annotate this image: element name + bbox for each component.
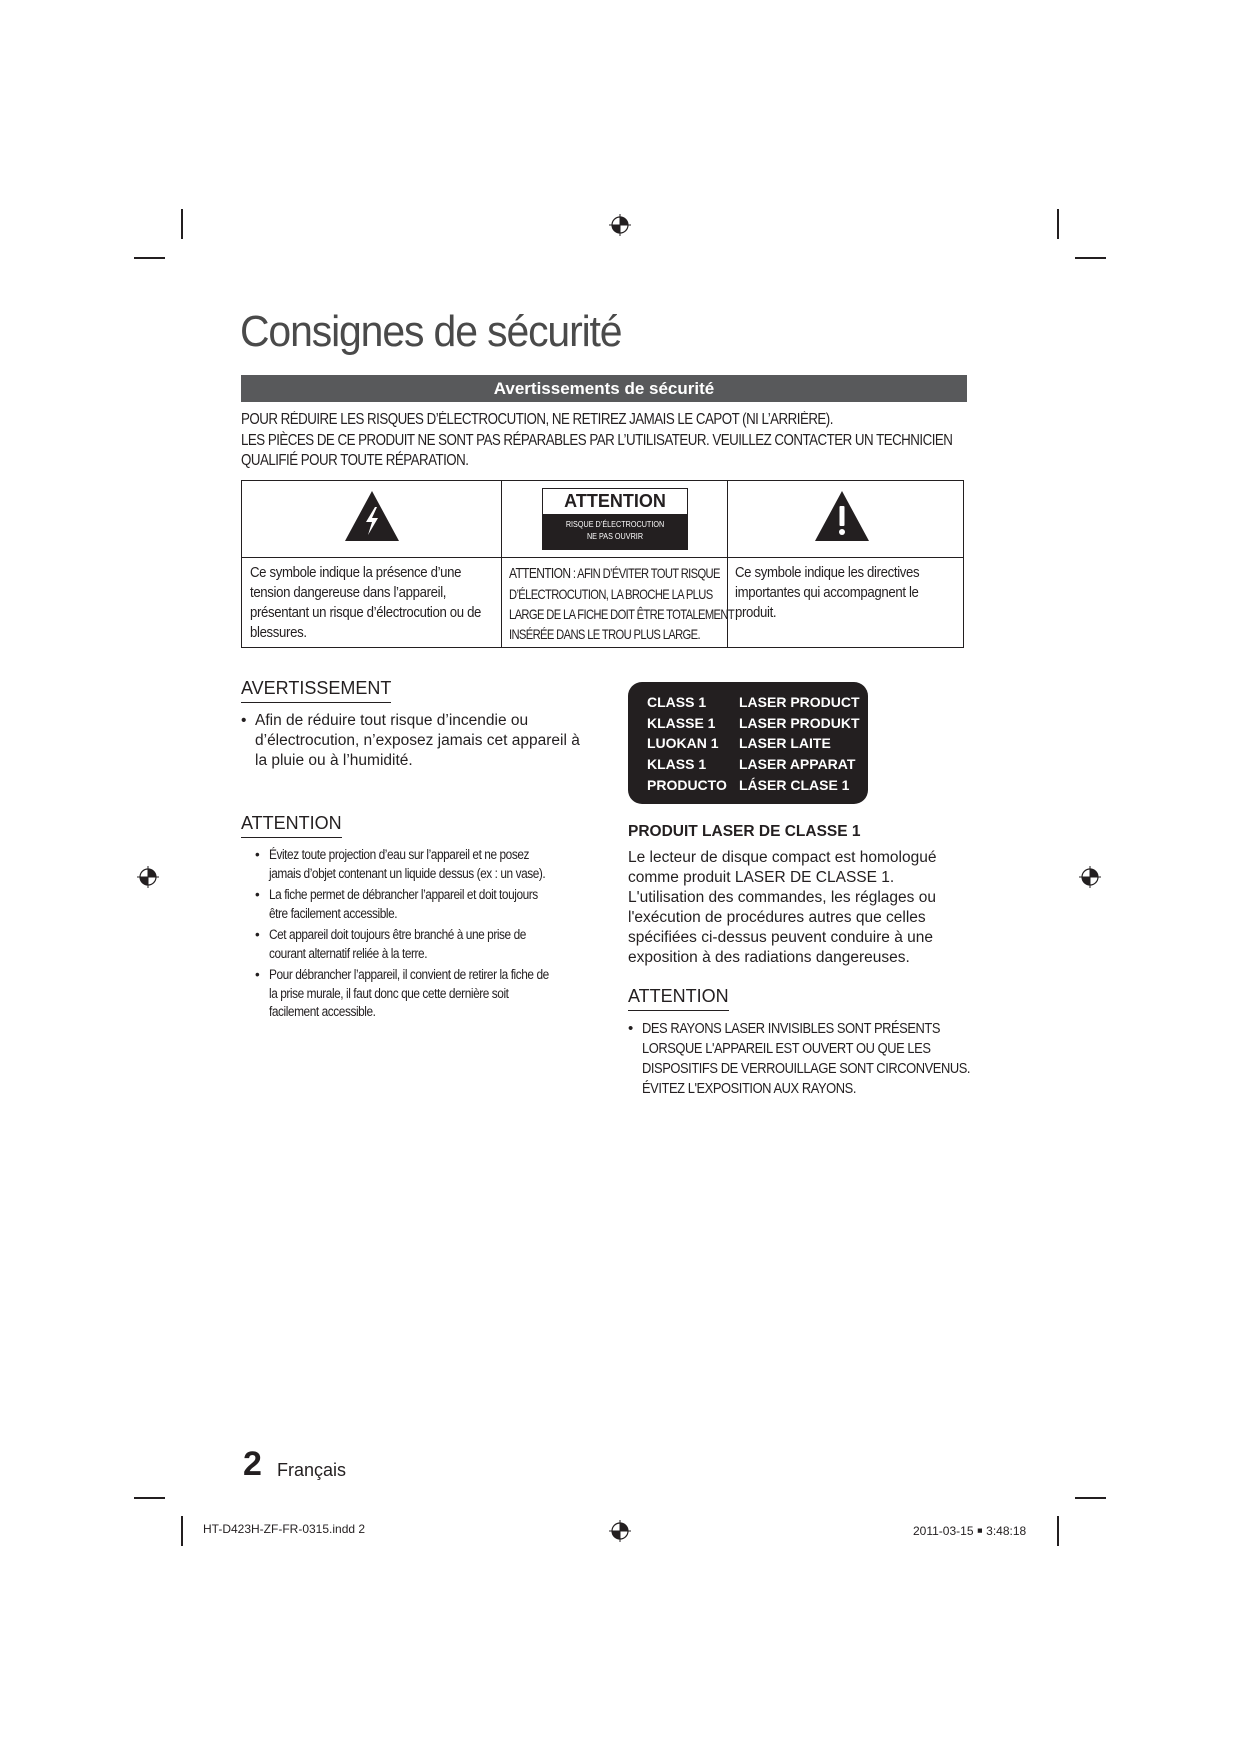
laser-badge-row [647,777,849,793]
exclamation-triangle-icon [814,490,870,542]
bullet-line: la pluie ou à l’humidité. [255,752,413,769]
registration-mark-icon [609,214,631,236]
description-line: LARGE DE LA FICHE DOIT ÊTRE TOTALEMENT [509,606,735,622]
crop-mark [134,1497,165,1499]
body-line: L'utilisation des commandes, les réglages ou [628,889,936,906]
crop-mark [134,257,165,259]
description-line: Ce symbole indique la présence d’une [250,564,462,581]
table-divider [501,481,502,647]
bullet-line: jamais d’objet contenant un liquide dessus (ex : un vase). [269,865,546,881]
bullet-text [269,846,549,883]
description-line: importantes qui accompagnent le [735,584,919,601]
description-line: présentant un risque d’électrocution ou de [250,604,482,621]
laser-product-label: LASER PRODUKT [739,715,860,731]
laser-product-title: PRODUIT LASER DE CLASSE 1 [628,823,861,840]
crop-mark [181,1516,183,1546]
attention-lead-rest: : AFIN D’ÉVITER TOUT RISQUE [570,565,720,581]
bullet-line: DISPOSITIFS DE VERROUILLAGE SONT CIRCONVENUS. [642,1060,971,1077]
symbol-description-exclamation [735,563,919,623]
page-number: 2 [243,1445,262,1483]
bullet-line: la prise murale, il faut donc que cette dernière soit [269,985,509,1001]
avertissement-list [241,711,580,771]
attention-list-left [255,846,587,1025]
body-line: exposition à des radiations dangereuses. [628,949,910,966]
attention-heading-left: ATTENTION [241,813,342,838]
body-line: Le lecteur de disque compact est homologué [628,849,937,866]
laser-badge-row [647,715,860,731]
symbol-description-lightning [250,563,481,643]
table-divider [242,557,963,558]
bullet-line: • Cet appareil doit toujours être branché à une prise de [269,927,526,942]
bullet-line: • Pour débrancher l’appareil, il convient de retirer la fiche de [269,967,549,982]
bullet-line: • DES RAYONS LASER INVISIBLES SONT PRÉSENTS [642,1020,941,1037]
page-language: Français [277,1460,347,1480]
registration-mark-icon [137,866,159,888]
description-line: INSÉRÉE DANS LE TROU PLUS LARGE. [509,626,700,642]
intro-warning [241,410,953,472]
laser-class-badge [628,682,868,804]
laser-product-label: LASER LAITE [739,735,831,751]
print-timestamp: 2011-03-15 ￭ 3:48:18 [913,1524,1027,1538]
laser-product-label: LÁSER CLASE 1 [739,777,850,793]
laser-badge-row [647,735,831,751]
description-line: D’ÉLECTROCUTION, LA BROCHE LA PLUS [509,586,713,602]
crop-mark [181,209,183,239]
bullet-line: LORSQUE L'APPAREIL EST OUVERT OU QUE LES [642,1040,931,1057]
attention-label-subtitle [553,518,677,542]
body-line: l'exécution de procédures autres que celles [628,909,926,926]
crop-mark [1057,1516,1059,1546]
bullet-text [269,926,549,963]
attention-label [542,488,688,550]
section-banner: Avertissements de sécurité [241,375,967,402]
list-item [255,886,587,923]
bullet-line: d’électrocution, n’exposez jamais cet appareil à [255,732,580,749]
body-line: comme produit LASER DE CLASSE 1. [628,869,895,886]
attention-label-line: NE PAS OUVRIR [586,531,644,541]
attention-label-line: RISQUE D’ÉLECTROCUTION [565,519,665,529]
list-item [255,966,587,1022]
laser-class-label: PRODUCTO [647,777,727,793]
print-file-name: HT-D423H-ZF-FR-0315.indd 2 [203,1522,366,1536]
attention-label-title: ATTENTION [543,489,687,514]
intro-line: LES PIÈCES DE CE PRODUIT NE SONT PAS RÉPARABLES PAR L’UTILISATEUR. VEUILLEZ CONTACTER UN TECHNICIEN [241,431,953,449]
description-line: blessures. [250,624,307,641]
description-line: tension dangereuse dans l’appareil, [250,584,447,601]
attention-list-right [628,1019,1023,1099]
list-item [628,1019,1023,1099]
laser-class-label: CLASS 1 [647,694,707,710]
crop-mark [1057,209,1059,239]
list-item [255,846,587,883]
laser-product-label: LASER PRODUCT [739,694,860,710]
registration-mark-icon [609,1520,631,1542]
description-line [509,563,734,584]
symbol-description-attention [509,563,734,644]
bullet-line: être facilement accessible. [269,905,398,921]
list-item [241,711,580,771]
description-line: Ce symbole indique les directives [735,564,920,581]
laser-class-label: KLASS 1 [647,756,707,772]
avertissement-heading: AVERTISSEMENT [241,678,391,703]
bullet-line: • Afin de réduire tout risque d’incendie ou [255,712,529,729]
laser-product-body [628,848,936,968]
laser-product-label: LASER APPARAT [739,756,856,772]
attention-lead: ATTENTION [509,565,571,582]
bullet-text [269,886,549,923]
attention-heading-right: ATTENTION [628,986,729,1011]
bullet-line: facilement accessible. [269,1004,376,1019]
laser-badge-row [647,756,855,772]
page-title: Consignes de sécurité [240,307,622,356]
safety-symbols-table [241,480,964,648]
crop-mark [1075,257,1106,259]
crop-mark [1075,1497,1106,1499]
intro-line: POUR RÉDUIRE LES RISQUES D’ÉLECTROCUTION, NE RETIREZ JAMAIS LE CAPOT (NI L’ARRIÈRE). [241,411,833,428]
lightning-triangle-icon [344,490,400,542]
description-line: produit. [735,604,777,621]
bullet-line: • La fiche permet de débrancher l’appareil et doit toujours [269,887,538,902]
bullet-text [642,1019,970,1099]
bullet-line: • Évitez toute projection d’eau sur l’appareil et ne posez [269,847,529,862]
bullet-line: ÉVITEZ L'EXPOSITION AUX RAYONS. [642,1080,856,1097]
intro-line: QUALIFIÉ POUR TOUTE RÉPARATION. [241,452,469,469]
list-item [255,926,587,963]
laser-class-label: KLASSE 1 [647,715,716,731]
laser-badge-row [647,694,860,710]
registration-mark-icon [1079,866,1101,888]
body-line: spécifiées ci-dessus peuvent conduire à une [628,929,934,946]
bullet-text [269,966,549,1022]
laser-class-label: LUOKAN 1 [647,735,719,751]
bullet-line: courant alternatif reliée à la terre. [269,945,428,961]
